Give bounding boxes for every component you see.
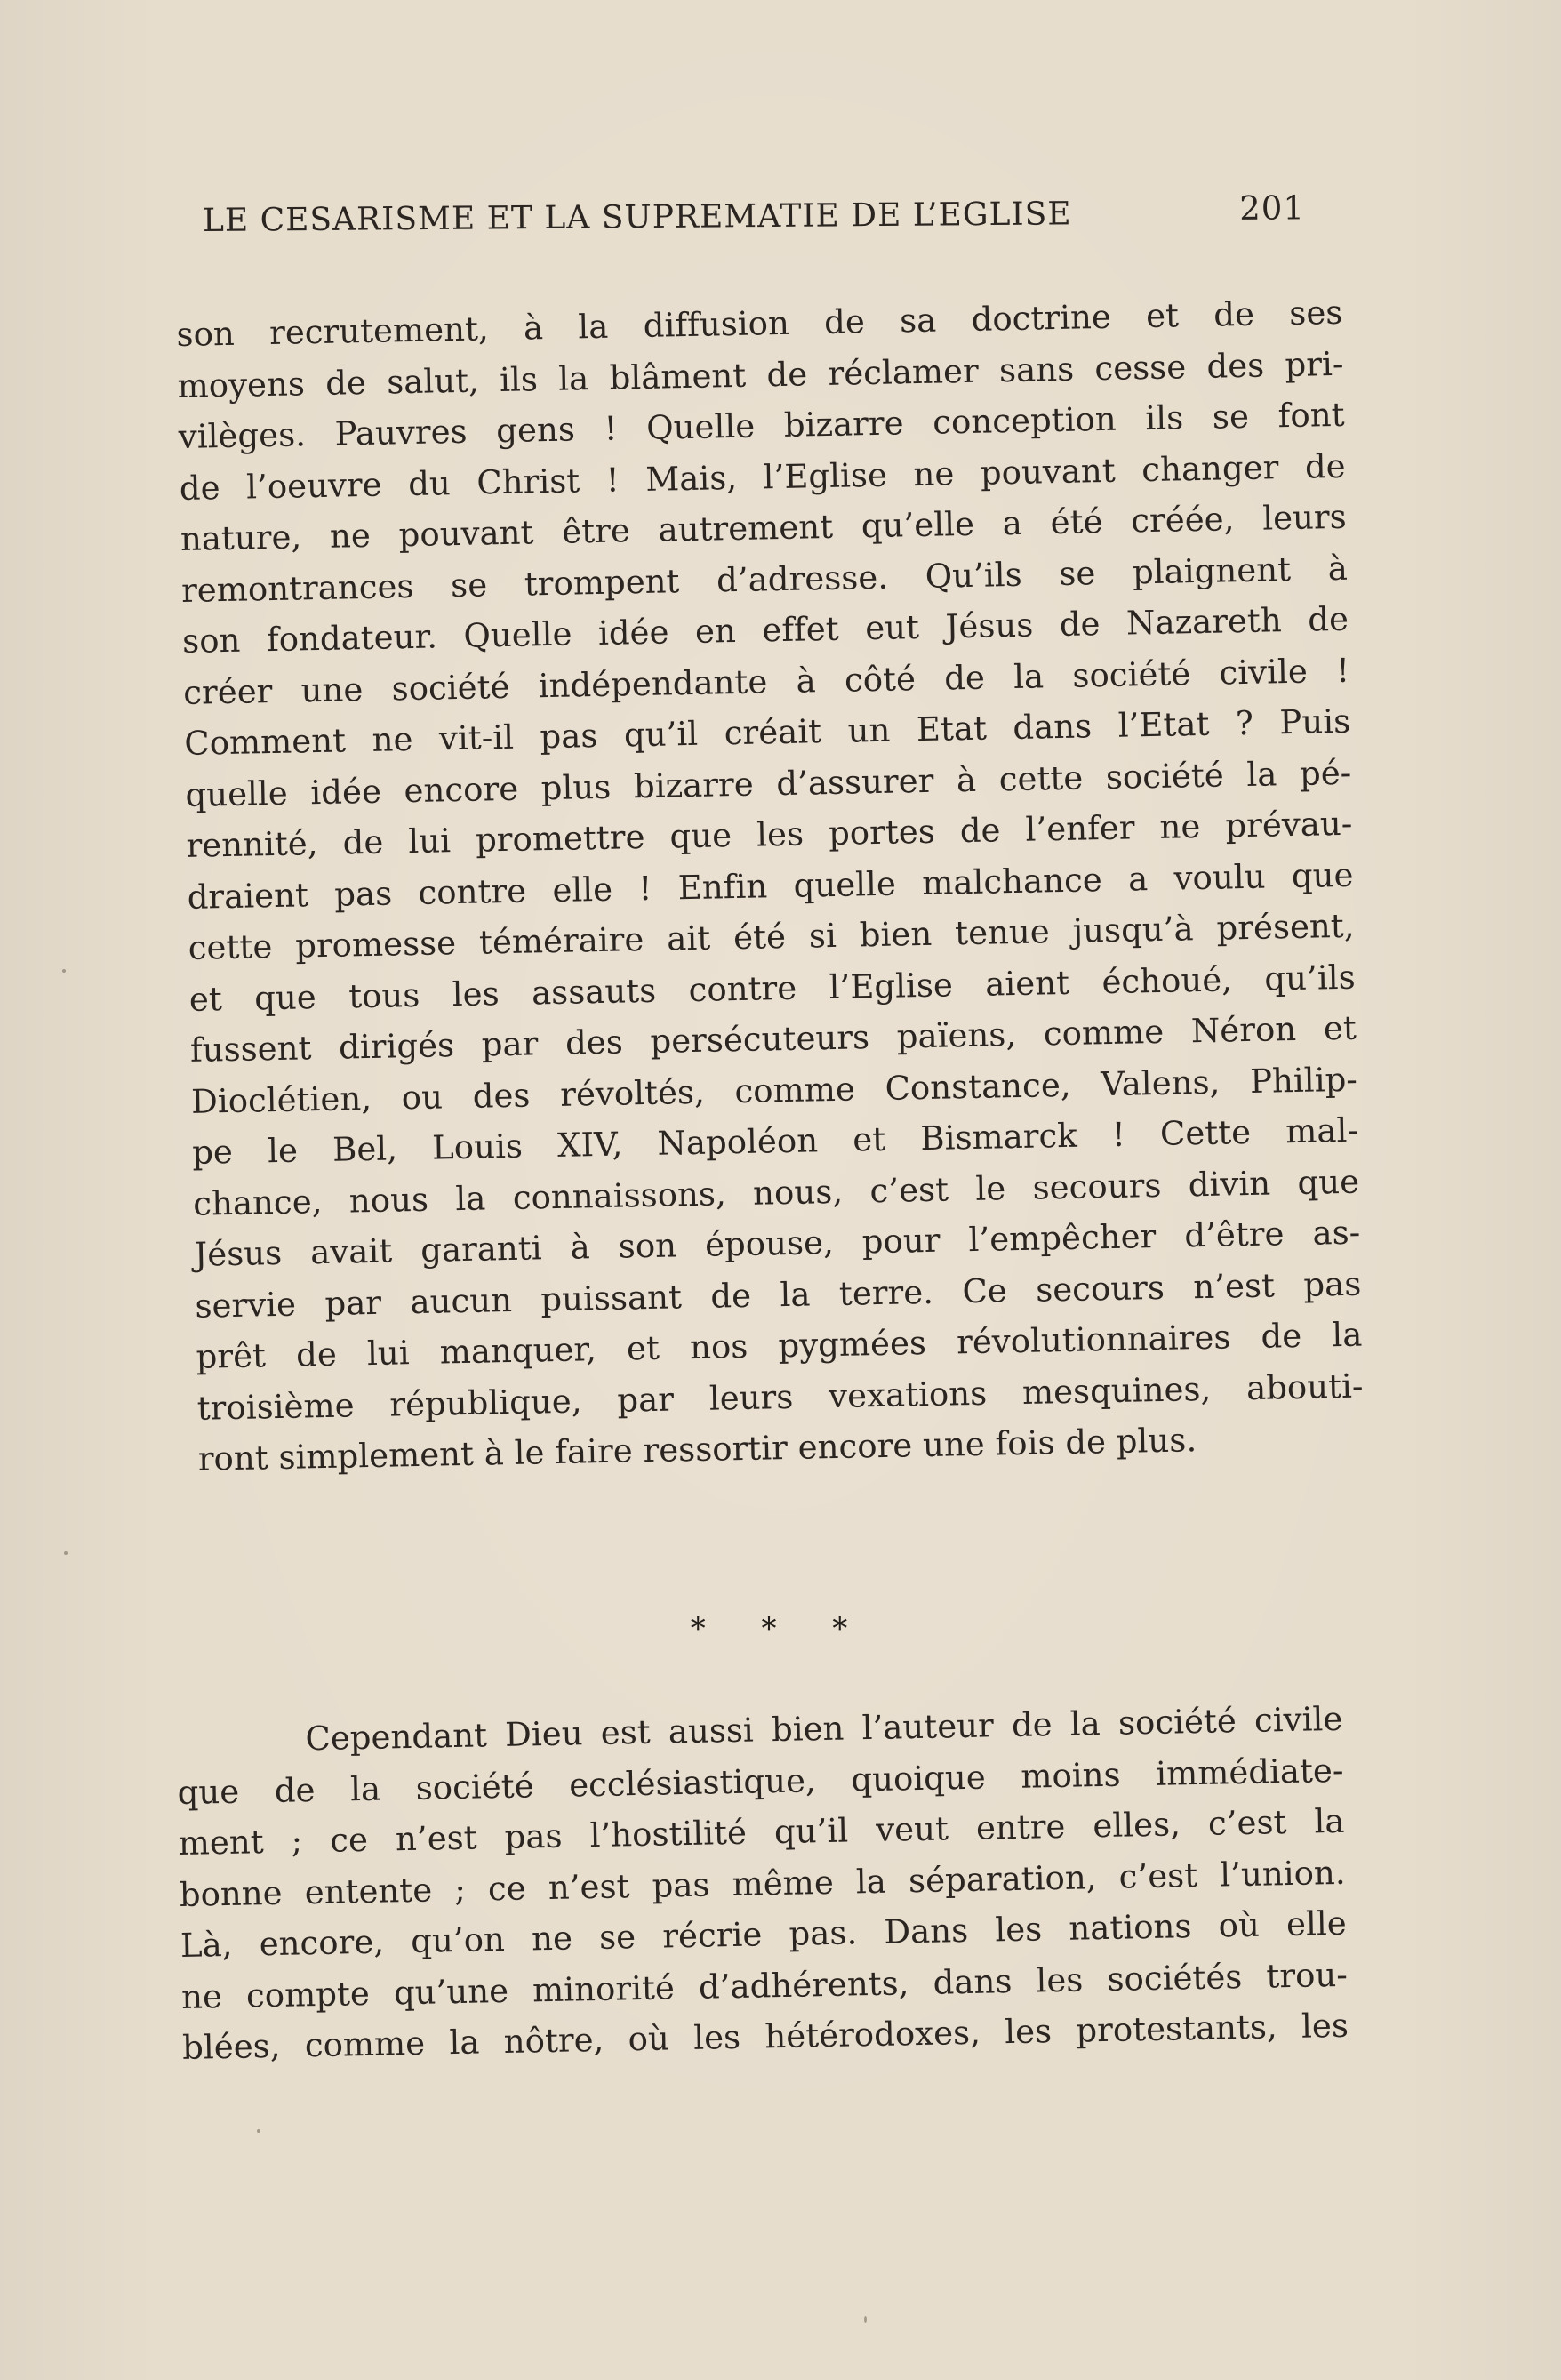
text-line: son recrutement, à la diffusion de sa doctrine et de ses [176, 292, 1343, 354]
text-line: de l’oeuvre du Christ ! Mais, l’Eglise ne pouvant changer de [179, 446, 1347, 508]
running-header [203, 188, 1305, 247]
paper-speck [864, 2316, 867, 2323]
text-line: chance, nous la connaissons, nous, c’est le secours divin que [192, 1162, 1360, 1223]
text-line: moyens de salut, ils la blâment de réclamer sans cesse des pri- [177, 344, 1344, 405]
text-line: draient pas contre elle ! Enfin quelle malchance a voulu que [187, 855, 1354, 917]
paper-speck [62, 969, 66, 973]
text-line: Jésus avait garanti à son épouse, pour l’empêcher d’être as- [194, 1213, 1361, 1274]
text-line: Comment ne vit-il pas qu’il créait un Etat dans l’Etat ? Puis [183, 701, 1351, 763]
text-line: que de la société ecclésiastique, quoique moins immédiate- [177, 1751, 1344, 1812]
text-line: remontrances se trompent d’adresse. Qu’ils se plaignent à [180, 549, 1349, 610]
text-line: nature, ne pouvant être autrement qu’elle a été créée, leurs [180, 497, 1348, 558]
text-line: Dioclétien, ou des révoltés, comme Constance, Valens, Philip- [190, 1060, 1358, 1121]
text-line: créer une société indépendante à côté de la société civile ! [182, 651, 1350, 712]
text-line: ne compte qu’une minorité d’adhérents, dans les sociétés trou- [180, 1955, 1349, 2016]
page-number: 201 [1239, 188, 1306, 228]
text-line: ment ; ce n’est pas l’hostilité qu’il veut entre elles, c’est la [178, 1801, 1345, 1863]
paragraph-continued [176, 287, 1365, 1485]
text-line: cette promesse téméraire ait été si bien tenue jusqu’à présent, [188, 906, 1355, 967]
paper-speck [64, 1551, 68, 1555]
text-line: bonne entente ; ce n’est pas même la séparation, c’est l’union. [179, 1853, 1347, 1914]
text-line: Là, encore, qu’on ne se récrie pas. Dans les nations où elle [180, 1903, 1348, 1965]
text-line: ront simplement à le faire ressortir encore une fois de plus. [197, 1421, 1197, 1478]
section-break-ornament: * * * [690, 1611, 871, 1647]
text-line: servie par aucun puissant de la terre. Ce secours n’est pas [195, 1264, 1362, 1326]
text-line: vilèges. Pauvres gens ! Quelle bizarre conception ils se font [178, 395, 1345, 456]
text-line: prêt de lui manquer, et nos pygmées révolutionnaires de la [196, 1315, 1363, 1376]
text-line: son fondateur. Quelle idée en effet eut Jésus de Nazareth de [181, 599, 1349, 661]
text-line: quelle idée encore plus bizarre d’assurer à cette société la pé- [185, 753, 1352, 814]
text-line: et que tous les assauts contre l’Eglise aient échoué, qu’ils [188, 958, 1357, 1019]
text-line: blées, comme la nôtre, où les hétérodoxes, les protestants, les [181, 2006, 1349, 2067]
running-title: LE CESARISME ET LA SUPREMATIE DE L’EGLISE [202, 196, 1072, 239]
text-line: fussent dirigés par des persécuteurs païens, comme Néron et [189, 1008, 1357, 1070]
text-line: rennité, de lui promettre que les portes de l’enfer ne prévau- [186, 804, 1353, 865]
text-line: troisième république, par leurs vexations mesquines, abouti- [196, 1366, 1364, 1428]
paper-speck [257, 2129, 260, 2133]
paragraph-new [176, 1694, 1349, 2074]
text-line: pe le Bel, Louis XIV, Napoléon et Bismarck ! Cette mal- [191, 1110, 1359, 1172]
text-line: Cependant Dieu est aussi bien l’auteur de la société civile [305, 1699, 1343, 1759]
